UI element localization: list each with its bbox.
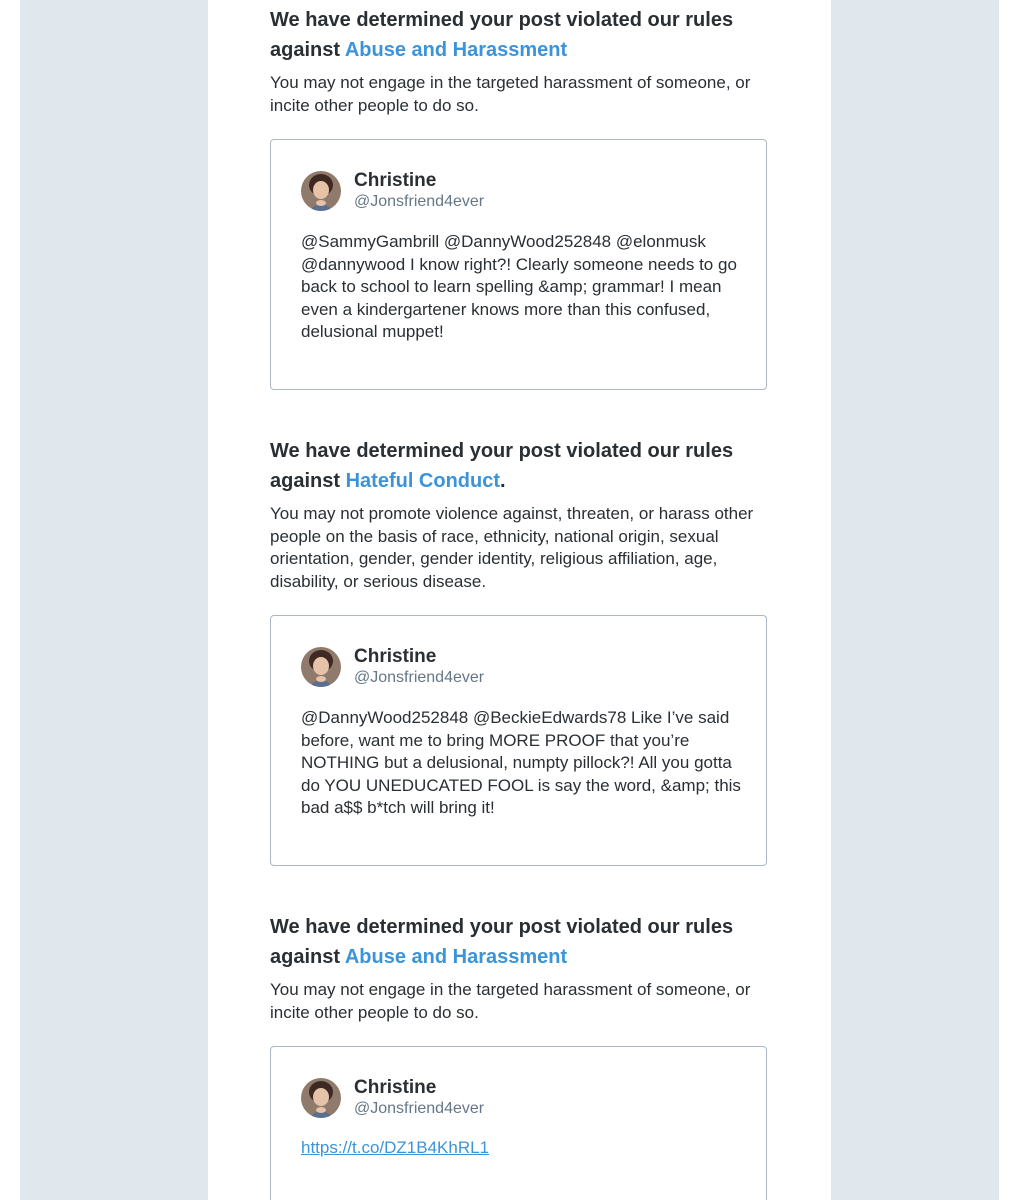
notice-heading: [270, 5, 770, 65]
reported-tweet-card: [270, 1046, 767, 1200]
author-handle: @Jonsfriend4ever: [354, 193, 485, 210]
avatar: [301, 1078, 341, 1118]
tweet-author: [301, 169, 741, 213]
rule-link[interactable]: Abuse and Harassment: [344, 39, 568, 61]
tweet-author: [301, 1076, 741, 1120]
avatar: [301, 647, 341, 687]
left-background-band: [20, 0, 208, 1200]
tweet-text: @DannyWood252848 @BeckieEdwards78 Like I’ve said before, want me to bring MORE PROOF that you’re NOTHING but a delusional, numpty pillock?! All you gotta do YOU UNEDUCATED FOOL is say the word, &amp; this bad a$$ b*tch will bring it!: [301, 708, 741, 817]
violation-notice: [270, 5, 770, 117]
tweet-author: [301, 645, 741, 689]
author-name: Christine: [354, 646, 437, 667]
email-content: [208, 0, 831, 1200]
tweet-link[interactable]: https://t.co/DZ1B4KhRL1: [301, 1138, 490, 1157]
notice-heading: [270, 912, 770, 972]
avatar: [301, 171, 341, 211]
rule-description: You may not engage in the targeted harassment of someone, or incite other people to do so.: [270, 73, 751, 115]
rule-link[interactable]: Abuse and Harassment: [344, 946, 568, 968]
author-handle: @Jonsfriend4ever: [354, 669, 485, 686]
author-handle: @Jonsfriend4ever: [354, 1100, 485, 1117]
rule-description: You may not promote violence against, threaten, or harass other people on the basis of race, ethnicity, national origin, sexual orientation, gender, gender identity, religious affiliation, age, disability, or serious disease.: [270, 504, 754, 591]
violation-notice: [270, 436, 770, 593]
author-name: Christine: [354, 170, 437, 191]
heading-text: We have determined your post violated our rules against: [270, 916, 734, 968]
author-name: Christine: [354, 1077, 437, 1098]
profile-photo-icon: [301, 647, 341, 687]
violation-notice: [270, 912, 770, 1024]
tweet-text: @SammyGambrill @DannyWood252848 @elonmusk @dannywood I know right?! Clearly someone needs to go back to school to learn spelling &amp; grammar! I mean even a kindergartener knows more than this confused, delusional muppet!: [301, 232, 737, 341]
reported-tweet-card: [270, 615, 767, 866]
heading-suffix: .: [500, 470, 506, 492]
reported-tweet-card: [270, 139, 767, 390]
tweet-link-text: [301, 1137, 741, 1160]
heading-text: We have determined your post violated our rules against: [270, 440, 734, 492]
profile-photo-icon: [301, 171, 341, 211]
heading-text: We have determined your post violated our rules against: [270, 9, 734, 61]
rule-link[interactable]: Hateful Conduct: [345, 470, 501, 492]
profile-photo-icon: [301, 1078, 341, 1118]
right-background-band: [831, 0, 999, 1200]
rule-description: You may not engage in the targeted harassment of someone, or incite other people to do so.: [270, 980, 751, 1022]
notice-heading: [270, 436, 770, 496]
